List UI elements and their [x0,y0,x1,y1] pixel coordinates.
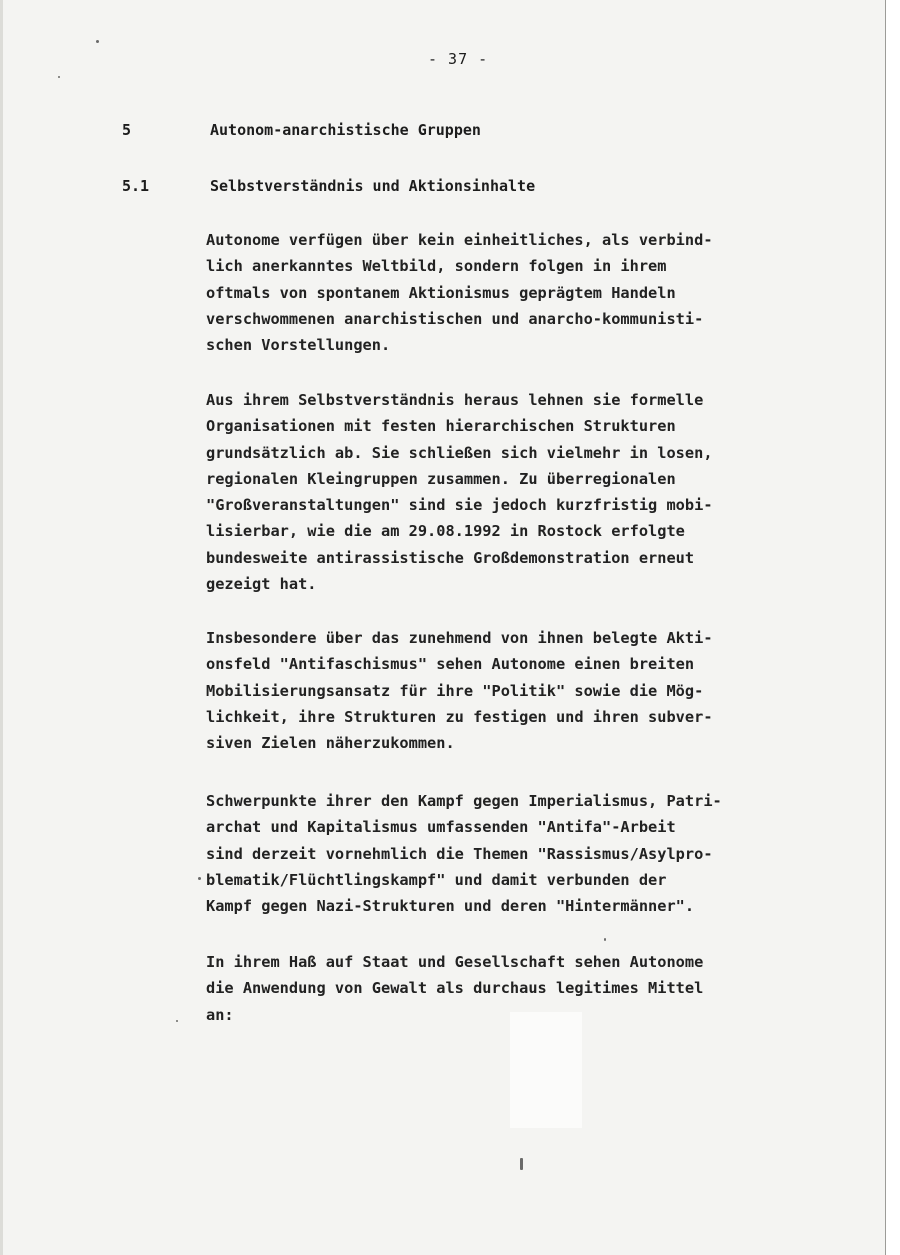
text-line: In ihrem Haß auf Staat und Gesellschaft sehen Autonome [206,953,704,971]
subsection-title: Selbstverständnis und Aktionsinhalte [210,177,536,195]
text-line: onsfeld "Antifaschismus" sehen Autonome einen breiten [206,655,695,674]
text-line: lisierbar, wie die am 29.08.1992 in Rostock erfolgte [206,522,685,541]
text-line: archat und Kapitalismus umfassenden "Antifa"-Arbeit [206,818,676,837]
scan-speck [58,76,60,78]
text-line: oftmals von spontanem Aktionismus geprägtem Handeln [206,283,676,302]
text-line: schen Vorstellungen. [206,336,391,355]
scan-margin-right [886,0,900,1255]
section-title: Autonom-anarchistische Gruppen [210,121,481,139]
subsection-number: 5.1 [122,177,150,195]
text-line: Mobilisierungsansatz für ihre "Politik" sowie die Mög- [206,681,704,700]
scan-speck [176,1020,178,1022]
text-line: verschwommenen anarchistischen und anarcho-kommunisti- [206,309,704,328]
paper-patch [510,1012,582,1128]
text-line: gezeigt hat. [206,575,317,594]
text-line: Organisationen mit festen hierarchischen Strukturen [206,417,676,436]
paragraph-4 [206,788,816,919]
text-line: bundesweite antirassistische Großdemonstration erneut [206,548,695,567]
paragraph-3 [206,625,816,756]
text-line: sind derzeit vornehmlich die Themen "Rassismus/Asylpro- [206,844,713,863]
scan-speck [604,938,606,941]
paragraph-5 [206,949,816,1028]
text-line: die Anwendung von Gewalt als durchaus legitimes Mittel [206,979,704,998]
text-line: Kampf gegen Nazi-Strukturen und deren "Hintermänner". [206,897,695,916]
text-line: lichkeit, ihre Strukturen zu festigen und ihren subver- [206,707,713,726]
paragraph-2 [206,387,816,597]
text-line: Insbesondere über das zunehmend von ihnen belegte Akti- [206,629,713,647]
text-line: Autonome verfügen über kein einheitliches, als verbind- [206,231,713,249]
paragraph-1 [206,227,816,358]
text-line: lich anerkanntes Weltbild, sondern folgen in ihrem [206,257,667,276]
scan-speck [520,1158,523,1170]
scan-speck [198,877,201,880]
text-line: grundsätzlich ab. Sie schließen sich vielmehr in losen, [206,443,713,462]
text-line: Aus ihrem Selbstverständnis heraus lehnen sie formelle [206,391,704,409]
text-line: siven Zielen näherzukommen. [206,734,455,753]
scan-speck [96,40,99,43]
text-line: Schwerpunkte ihrer den Kampf gegen Imperialismus, Patri- [206,792,722,810]
scan-edge-left [0,0,3,1255]
text-line: blematik/Flüchtlingskampf" und damit verbunden der [206,870,667,889]
page-number: - 37 - [428,50,489,68]
text-line: "Großveranstaltungen" sind sie jedoch kurzfristig mobi- [206,496,713,515]
section-number: 5 [122,121,132,139]
text-line: an: [206,1005,234,1024]
text-line: regionalen Kleingruppen zusammen. Zu überregionalen [206,469,676,488]
